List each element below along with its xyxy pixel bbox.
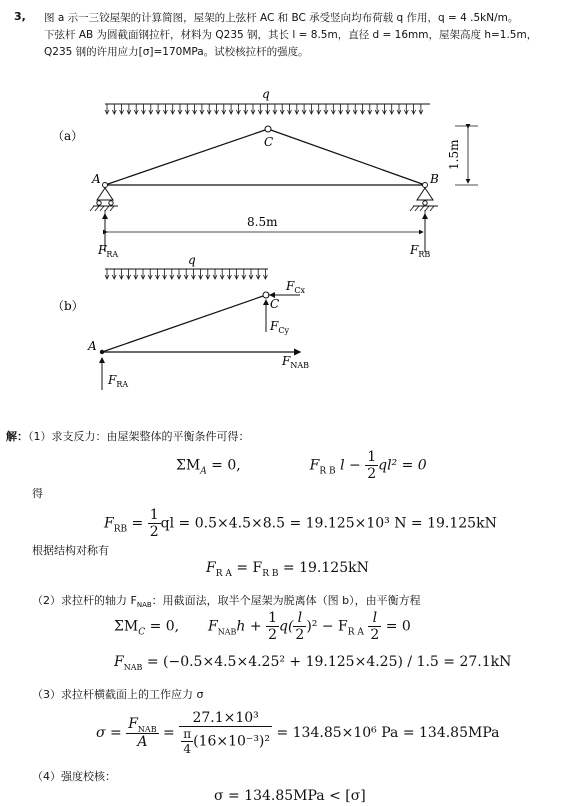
- member-AC-b: [102, 295, 266, 352]
- distributed-load-arrows-a: [105, 104, 423, 114]
- truss-figure: [0, 80, 562, 400]
- force-NAB-label: $F_{NAB}$: [282, 354, 309, 370]
- joint-B: [423, 183, 428, 188]
- equation-1: $\Sigma M_A = 0$, $F_{R B}$ l − $\frac{1}{2}$ ql² = 0: [176, 449, 427, 482]
- pin-support-A: [90, 188, 118, 211]
- fraction-half-2: $\frac{1}{2}$: [149, 507, 159, 540]
- solution-step-2: （2）求拉杆的轴力 $F_{NAB}$：用截面法，取半个屋架为脱离体（图 b），由平衡方程: [32, 594, 421, 610]
- equation-6: σ = $\frac{F_{NAB}}{A}$ = 27.1×10³ $\frac{\pi}{4}$ (16×10⁻³)² = 134.85×10⁶ Pa = 134.85MPa: [96, 710, 500, 756]
- reaction-label-A-b: $F_{RA}$: [108, 373, 129, 389]
- roller-support-B: [410, 188, 438, 211]
- member-BC: [268, 129, 425, 185]
- fraction-6a: $\frac{F_{NAB}}{A}$: [128, 715, 157, 751]
- panel-label-b: （b）: [52, 299, 84, 313]
- fraction-4b: $\frac{l}{2}$: [295, 610, 305, 643]
- distributed-load-arrows-b: [105, 269, 267, 279]
- equation-3: $F_{R A} = F_{R B} = 19.125kN$: [206, 560, 369, 579]
- problem-line-3: Q235 钢的许用应力[σ]=170MPa。试校核拉杆的强度。: [44, 46, 309, 58]
- text-de: 得: [32, 487, 43, 500]
- solution-step-4: （4）强度校核：: [32, 770, 116, 783]
- reaction-label-B: $F_{RB}$: [410, 243, 431, 259]
- force-Cy-label: $F_{Cy}$: [270, 319, 289, 335]
- equation-5: $F_{NAB} = (-0.5\times 4.5\times 4.25^2 + 19.125\times 4.25) / 1.5 = 27.1kN$: [114, 654, 512, 672]
- label-B-a: B: [430, 172, 439, 186]
- label-C-b: C: [270, 297, 280, 311]
- problem-line-2: 下弦杆 AB 为圆截面钢拉杆，材料为 Q235 钢，其长 l = 8.5m，直径 d = 16mm，屋架高度 h=1.5m，: [44, 29, 538, 41]
- fraction-half-1: $\frac{1}{2}$: [367, 449, 377, 482]
- problem-number: 3,: [14, 10, 26, 23]
- label-C-a: C: [264, 135, 274, 149]
- label-A-b: A: [88, 339, 97, 353]
- problem-line-1: 图 a 示一三铰屋架的计算简图，屋架的上弦杆 AC 和 BC 承受竖向均布荷载 q 作用，q = 4 .5kN/m。: [44, 12, 519, 24]
- fraction-6b: 27.1×10³ $\frac{\pi}{4}$ (16×10⁻³)²: [179, 710, 272, 756]
- joint-A: [103, 183, 108, 188]
- solution-step-3: （3）求拉杆横截面上的工作应力 σ: [32, 688, 204, 701]
- solution-head: 解：: [6, 430, 28, 443]
- text-symmetry: 根据结构对称有: [32, 544, 109, 557]
- force-Cx-label: $F_{Cx}$: [286, 279, 305, 295]
- load-q-label-b: q: [188, 253, 196, 267]
- hinge-C: [265, 126, 271, 132]
- solution-step-1: 解：（1）求支反力：由屋架整体的平衡条件可得：: [6, 430, 250, 443]
- panel-label-a: （a）: [52, 129, 84, 143]
- load-q-label-a: q: [262, 87, 270, 101]
- figure-a: [52, 87, 478, 259]
- fraction-4a: $\frac{1}{2}$: [268, 610, 277, 643]
- equation-4: $\Sigma M_C = 0$, $F_{NAB}h$ + $\frac{1}{2}$ q( $\frac{l}{2}$ )$^2 - F_{R A}$ $\frac{l}{2}$ = 0: [114, 610, 411, 643]
- fraction-4c: $\frac{l}{2}$: [370, 610, 380, 643]
- equation-2: $F_{RB}$ = $\frac{1}{2}$ ql = 0.5×4.5×8.5 = 19.125×10³ N = 19.125kN: [104, 507, 497, 540]
- joint-A-b: [100, 350, 104, 354]
- equation-7: σ = 134.85MPa < [σ]: [214, 788, 366, 804]
- label-A-a: A: [92, 172, 101, 186]
- reaction-label-A: $F_{RA}$: [98, 243, 119, 259]
- span-label: 8.5m: [247, 215, 278, 229]
- height-label: 1.5m: [447, 139, 461, 170]
- figure-b: [52, 253, 309, 390]
- member-AC: [105, 129, 268, 185]
